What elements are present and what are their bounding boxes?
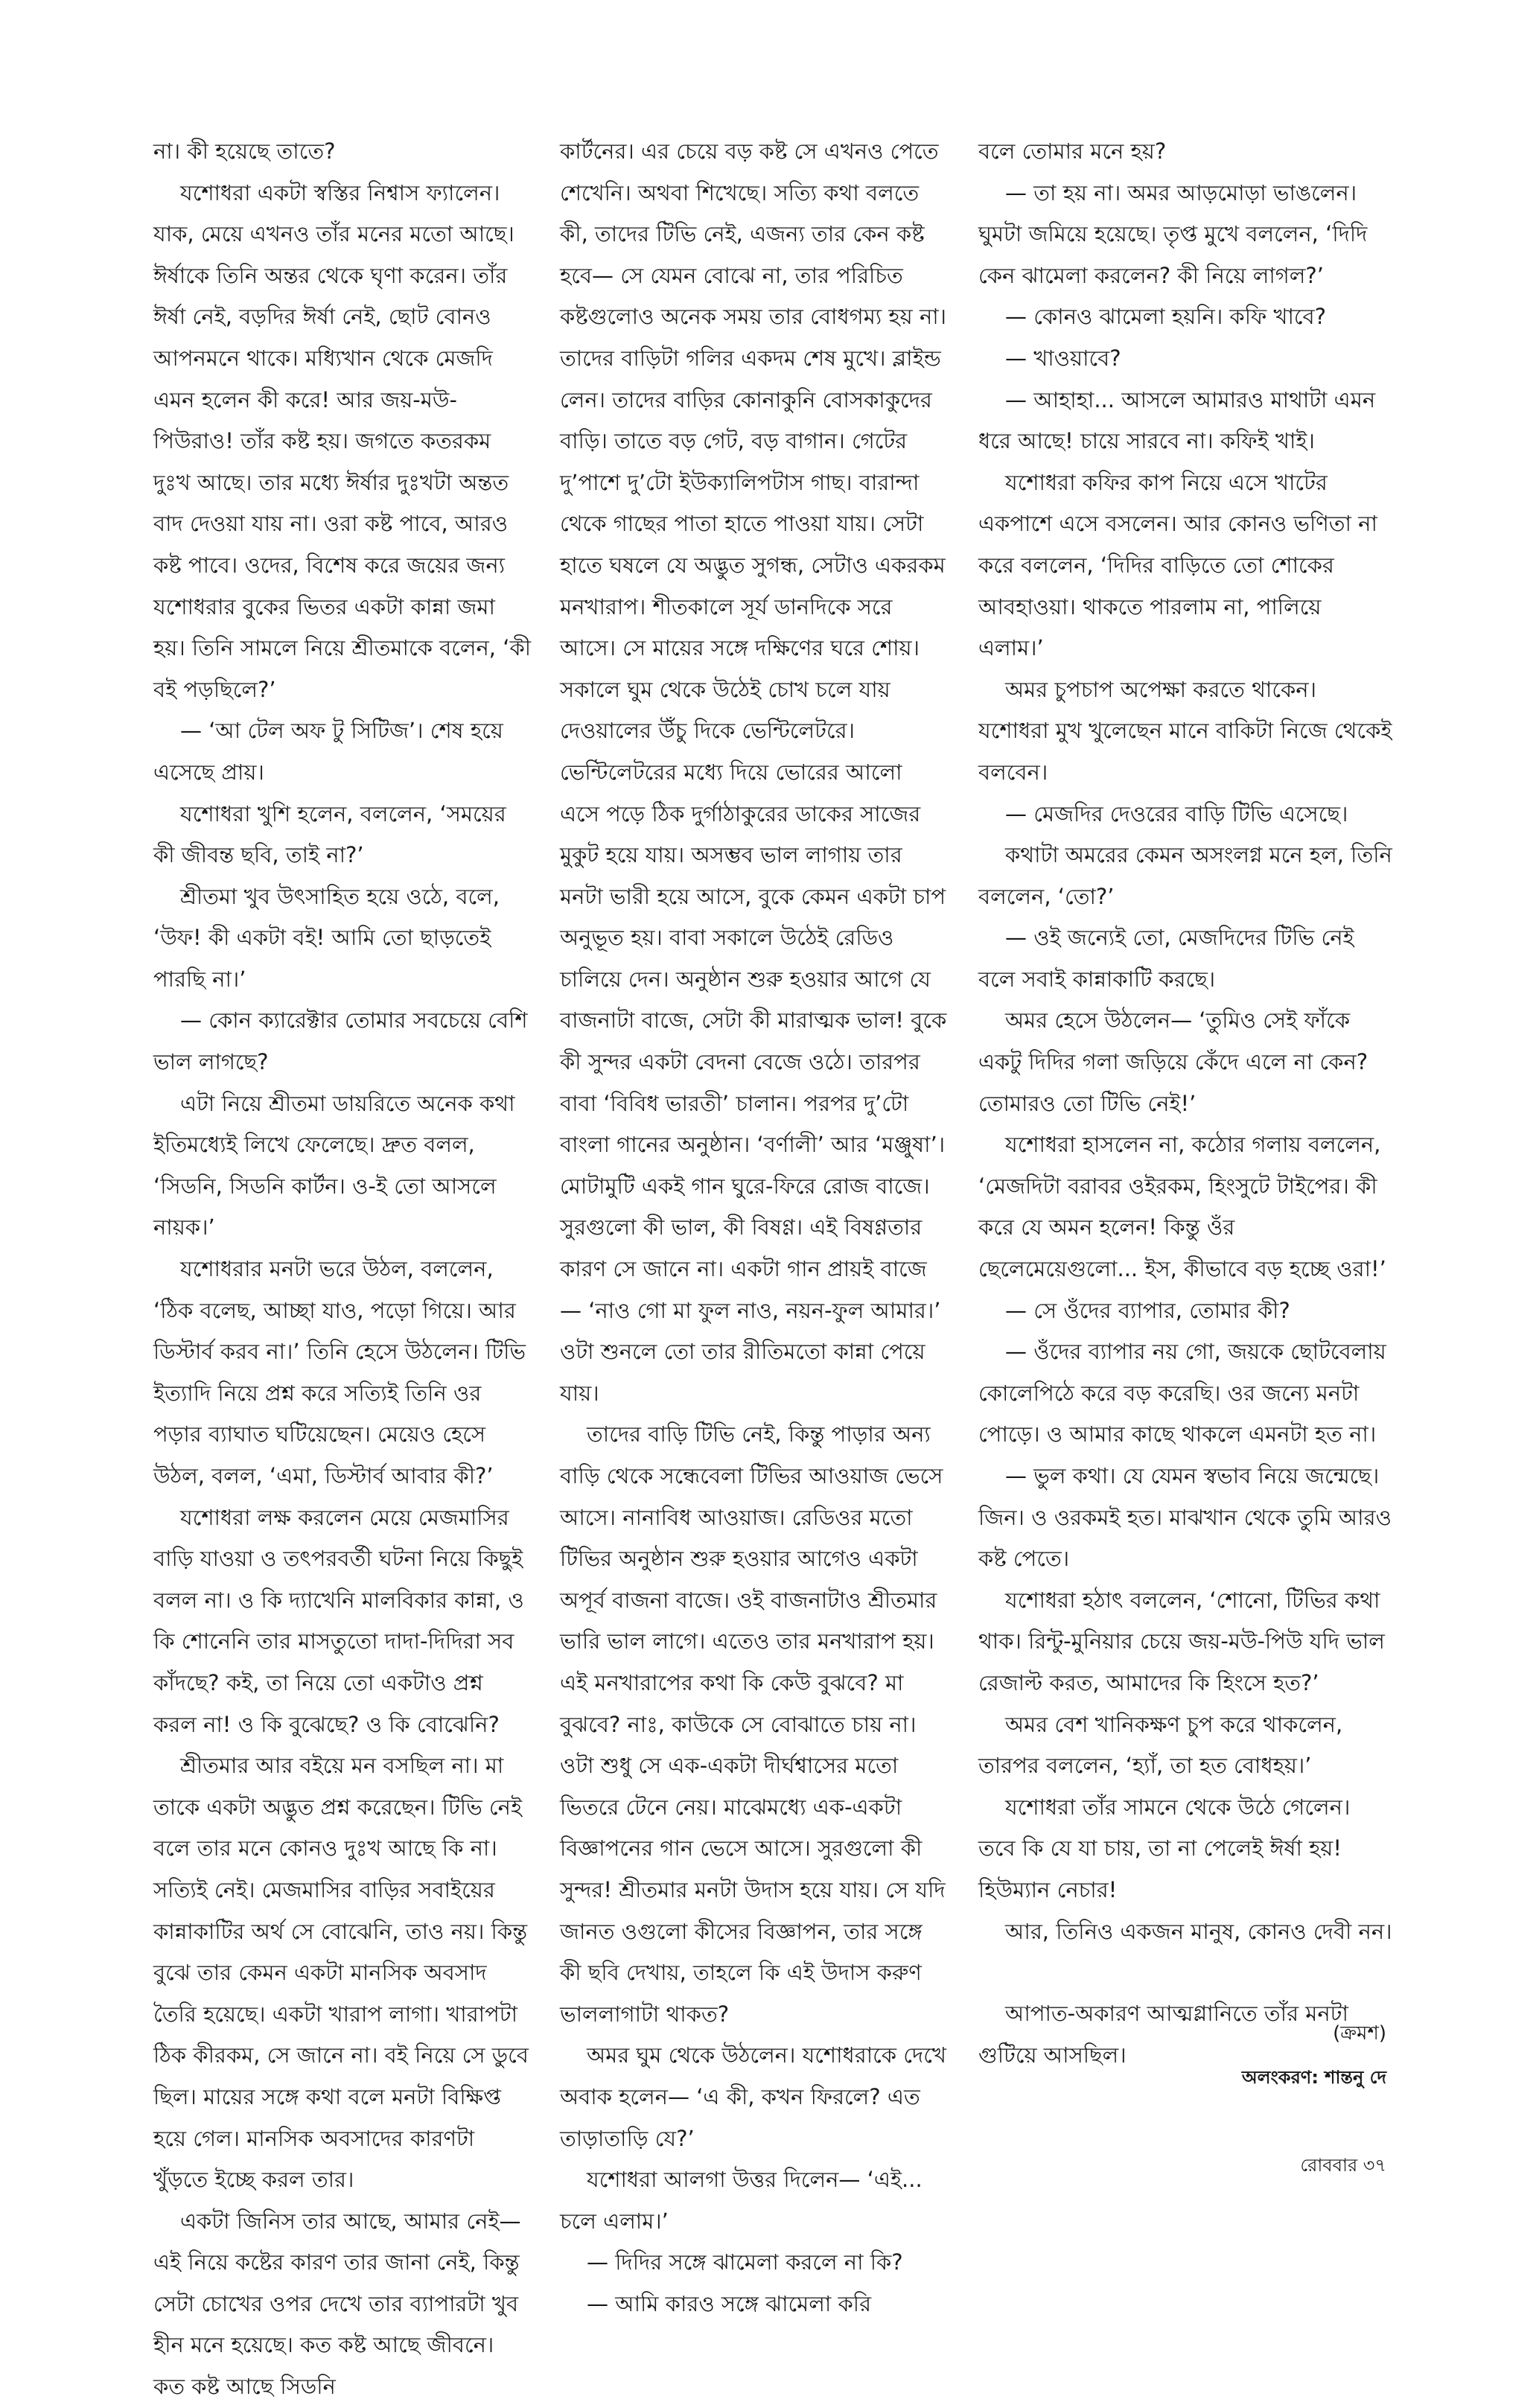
paragraph: — কোনও ঝামেলা হয়নি। কফি খাবে? <box>1005 304 1327 330</box>
paragraph: যশোধরা হাসলেন না, কঠোর গলায় বললেন, ‘মেজদিটা বরাবর ওইরকম, হিংসুটে টাইপের। কী করে যে অমন হলেন! কিন্তু ওঁর ছেলেমেয়েগুলো... ইস, কীভাবে বড় হচ্ছে ওরা!’ <box>978 1132 1386 1282</box>
paragraph: — মেজদির দেওরের বাড়ি টিভি এসেছে। <box>1005 800 1348 826</box>
text-column-3 <box>978 131 1392 2068</box>
paragraph: আর, তিনিও একজন মানুষ, কোনও দেবী নন। <box>1005 1918 1392 1944</box>
paragraph: যশোধরা খুশি হলেন, বললেন, ‘সময়ের কী জীবন্ত ছবি, তাই না?’ <box>153 800 506 868</box>
paragraph: — কোন ক্যারেক্টার তোমার সবচেয়ে বেশি ভাল লাগছে? <box>153 1007 528 1075</box>
paragraph: কথাটা অমরের কেমন অসংলগ্ন মনে হল, তিনি বললেন, ‘তো?’ <box>978 842 1392 909</box>
paragraph: যশোধরা কফির কাপ নিয়ে এসে খাটের একপাশে এসে বসলেন। আর কোনও ভণিতা না করে বললেন, ‘দিদির বাড়িতে তো শোকের আবহাওয়া। থাকতে পারলাম না, পালিয়ে এলাম।’ <box>978 469 1377 661</box>
paragraph: — দিদির সঙ্গে ঝামেলা করলে না কি? <box>587 2249 903 2275</box>
paragraph: যশোধরা আলগা উত্তর দিলেন— ‘এই... চলে এলাম।’ <box>560 2167 923 2234</box>
paragraph: শ্রীতমার আর বইয়ে মন বসছিল না। মা তাকে একটা অদ্ভুত প্রশ্ন করেছেন। টিভি নেই বলে তার মনে কোনও দুঃখ আছে কি না। সত্যিই নেই। মেজমাসির বাড়ির সবাইয়ের কান্নাকাটির অর্থ সে বোঝেনি, তাও নয়। কিন্তু বুঝে তার কেমন একটা মানসিক অবসাদ তৈরি হয়েছে। একটা খারাপ লাগা। খারাপটা ঠিক কীরকম, সে জানে না। বই নিয়ে সে ডুবে ছিল। মায়ের সঙ্গে কথা বলে মনটা বিক্ষিপ্ত হয়ে গেল। মানসিক অবসাদের কারণটা খুঁড়তে ইচ্ছে করল তার। <box>153 1753 529 2193</box>
paragraph: — তা হয় না। অমর আড়মোড়া ভাঙলেন। ঘুমটা জমিয়ে হয়েছে। তৃপ্ত মুখে বললেন, ‘দিদি কেন ঝামেলা করলেন? কী নিয়ে লাগল?’ <box>978 179 1368 288</box>
paragraph: অমর বেশ খানিকক্ষণ চুপ করে থাকলেন, তারপর বললেন, ‘হ্যাঁ, তা হত বোধহয়।’ <box>978 1711 1343 1779</box>
paragraph: — আহাহা... আসলে আমারও মাথাটা এমন ধরে আছে! চায়ে সারবে না। কফিই খাই। <box>978 386 1376 454</box>
paragraph: — ভুল কথা। যে যেমন স্বভাব নিয়ে জন্মেছে। জিন। ও ওরকমই হত। মাঝখান থেকে তুমি আরও কষ্ট পেতে। <box>978 1463 1392 1572</box>
paragraph: এটা নিয়ে শ্রীতমা ডায়রিতে অনেক কথা ইতিমধ্যেই লিখে ফেলেছে। দ্রুত বলল, ‘সিডনি, সিডনি কার্টন। ও-ই তো আসলে নায়ক।’ <box>153 1090 515 1240</box>
paragraph: যশোধরা হঠাৎ বললেন, ‘শোনো, টিভির কথা থাক। রিন্টু-মুনিয়ার চেয়ে জয়-মউ-পিউ যদি ভাল রেজাল্ট করত, আমাদের কি হিংসে হত?’ <box>978 1587 1385 1695</box>
paragraph: — খাওয়াবে? <box>1005 345 1121 371</box>
text-column-2 <box>560 131 947 2316</box>
paragraph: আপাত-অকারণ আত্মগ্লানিতে তাঁর মনটা গুটিয়ে আসছিল। <box>978 2001 1348 2068</box>
paragraph: যশোধরা তাঁর সামনে থেকে উঠে গেলেন। তবে কি যে যা চায়, তা না পেলেই ঈর্ষা হয়! হিউম্যান নেচার! <box>978 1794 1351 1902</box>
paragraph: যশোধরা একটা স্বস্তির নিশ্বাস ফ্যালেন। যাক, মেয়ে এখনও তাঁর মনের মতো আছে। ঈর্ষাকে তিনি অন্তর থেকে ঘৃণা করেন। তাঁর ঈর্ষা নেই, বড়দির ঈর্ষা নেই, ছোট বোনও আপনমনে থাকে। মধ্যিখান থেকে মেজদি এমন হলেন কী করে! আর জয়-মউ-পিউরাও! তাঁর কষ্ট হয়। জগতে কতরকম দুঃখ আছে। তার মধ্যে ঈর্ষার দুঃখটা অন্তত বাদ দেওয়া যায় না। ওরা কষ্ট পাবে, আরও কষ্ট পাবে। ওদের, বিশেষ করে জয়ের জন্য যশোধরার বুকের ভিতর একটা কান্না জমা হয়। তিনি সামলে নিয়ে শ্রীতমাকে বলেন, ‘কী বই পড়ছিলে?’ <box>153 179 532 702</box>
paragraph: অমর হেসে উঠলেন— ‘তুমিও সেই ফাঁকে একটু দিদির গলা জড়িয়ে কেঁদে এলে না কেন? তোমারও তো টিভি নেই!’ <box>978 1007 1368 1116</box>
paragraph: বলে তোমার মনে হয়? <box>978 138 1167 164</box>
paragraph: তাদের বাড়ি টিভি নেই, কিন্তু পাড়ার অন্য বাড়ি থেকে সন্ধেবেলা টিভির আওয়াজ ভেসে আসে। নানাবিধ আওয়াজ। রেডিওর মতো টিভির অনুষ্ঠান শুরু হওয়ার আগেও একটা অপূর্ব বাজনা বাজে। ওই বাজনাটাও শ্রীতমার ভারি ভাল লাগে। এতেও তার মনখারাপ হয়। এই মনখারাপের কথা কি কেউ বুঝবে? মা বুঝবে? নাঃ, কাউকে সে বোঝাতে চায় না। ওটা শুধু সে এক-একটা দীর্ঘশ্বাসের মতো ভিতরে টেনে নেয়। মাঝেমধ্যে এক-একটা বিজ্ঞাপনের গান ভেসে আসে। সুরগুলো কী সুন্দর! শ্রীতমার মনটা উদাস হয়ে যায়। সে যদি জানত ওগুলো কীসের বিজ্ঞাপন, তার সঙ্গে কী ছবি দেখায়, তাহলে কি এই উদাস করুণ ভাললাগাটা থাকত? <box>560 1421 946 2027</box>
paragraph: কার্টনের। এর চেয়ে বড় কষ্ট সে এখনও পেতে শেখেনি। অথবা শিখেছে। সত্যি কথা বলতে কী, তাদের টিভি নেই, এজন্য তার কেন কষ্ট হবে— সে যেমন বোঝে না, তার পরিচিত কষ্টগুলোও অনেক সময় তার বোধগম্য হয় না। তাদের বাড়িটা গলির একদম শেষ মুখে। ব্লাইন্ড লেন। তাদের বাড়ির কোনাকুনি বোসকাকুদের বাড়ি। তাতে বড় গেট, বড় বাগান। গেটের দু’পাশে দু’টো ইউক্যালিপটাস গাছ। বারান্দা থেকে গাছের পাতা হাতে পাওয়া যায়। সেটা হাতে ঘষলে যে অদ্ভুত সুগন্ধ, সেটাও একরকম মনখারাপ। শীতকালে সূর্য ডানদিকে সরে আসে। সে মায়ের সঙ্গে দক্ষিণের ঘরে শোয়। সকালে ঘুম থেকে উঠেই চোখ চলে যায় দেওয়ালের উঁচু দিকে ভেন্টিলেটরে। ভেন্টিলেটরের মধ্যে দিয়ে ভোরের আলো এসে পড়ে ঠিক দুর্গাঠাকুরের ডাকের সাজের মুকুট হয়ে যায়। অসম্ভব ভাল লাগায় তার মনটা ভারী হয়ে আসে, বুকে কেমন একটা চাপ অনুভূত হয়। বাবা সকালে উঠেই রেডিও চালিয়ে দেন। অনুষ্ঠান শুরু হওয়ার আগে যে বাজনাটা বাজে, সেটা কী মারাত্মক ভাল! বুকে কী সুন্দর একটা বেদনা বেজে ওঠে। তারপর বাবা ‘বিবিধ ভারতী’ চালান। পরপর দু’টো বাংলা গানের অনুষ্ঠান। ‘বর্ণালী’ আর ‘মঞ্জুষা’। মোটামুটি একই গান ঘুরে-ফিরে রোজ বাজে। সুরগুলো কী ভাল, কী বিষণ্ণ। এই বিষণ্ণতার কারণ সে জানে না। একটা গান প্রায়ই বাজে— ‘নাও গো মা ফুল নাও, নয়ন-ফুল আমার।’ ওটা শুনলে তো তার রীতিমতো কান্না পেয়ে যায়। <box>560 138 947 1406</box>
paragraph: — ওই জন্যেই তো, মেজদিদের টিভি নেই বলে সবাই কান্নাকাটি করছে। <box>978 925 1354 992</box>
paragraph: — ‘আ টেল অফ টু সিটিজ’। শেষ হয়ে এসেছে প্রায়। <box>153 718 503 785</box>
paragraph: অমর ঘুম থেকে উঠলেন। যশোধরাকে দেখে অবাক হলেন— ‘এ কী, কখন ফিরলে? এত তাড়াতাড়ি যে?’ <box>560 2042 946 2151</box>
paragraph: — আমি কারও সঙ্গে ঝামেলা করি <box>587 2290 872 2316</box>
paragraph: একটা জিনিস তার আছে, আমার নেই— এই নিয়ে কষ্টের কারণ তার জানা নেই, কিন্তু সেটা চোখের ওপর দেখে তার ব্যাপারটা খুব হীন মনে হয়েছে। কত কষ্ট আছে জীবনে। কত কষ্ট আছে সিডনি <box>153 2208 521 2400</box>
paragraph: যশোধরা লক্ষ করলেন মেয়ে মেজমাসির বাড়ি যাওয়া ও তৎপরবর্তী ঘটনা নিয়ে কিছুই বলল না। ও কি দ্যাখেনি মালবিকার কান্না, ও কি শোনেনি তার মাসতুতো দাদা-দিদিরা সব কাঁদছে? কই, তা নিয়ে তো একটাও প্রশ্ন করল না! ও কি বুঝেছে? ও কি বোঝেনি? <box>153 1504 524 1737</box>
page-folio: রোববার ৩৭ <box>1300 2155 1386 2176</box>
paragraph: না। কী হয়েছে তাতে? <box>153 138 336 164</box>
paragraph: — ওঁদের ব্যাপার নয় গো, জয়কে ছোটবেলায় কোলেপিঠে করে বড় করেছি। ওর জন্যে মনটা পোড়ে। ও আমার কাছে থাকলে এমনটা হত না। <box>978 1339 1386 1447</box>
illustration-credit: অলংকরণ: শান্তনু দে <box>1241 2067 1386 2088</box>
text-column-1 <box>153 131 532 2400</box>
paragraph: অমর চুপচাপ অপেক্ষা করতে থাকেন। যশোধরা মুখ খুলেছেন মানে বাকিটা নিজে থেকেই বলবেন। <box>978 676 1392 785</box>
paragraph: যশোধরার মনটা ভরে উঠল, বললেন, ‘ঠিক বলেছ, আচ্ছা যাও, পড়ো গিয়ে। আর ডিস্টার্ব করব না।’ তিনি হেসে উঠলেন। টিভি ইত্যাদি নিয়ে প্রশ্ন করে সত্যিই তিনি ওর পড়ার ব্যাঘাত ঘটিয়েছেন। মেয়েও হেসে উঠল, বলল, ‘এমা, ডিস্টার্ব আবার কী?’ <box>153 1256 526 1488</box>
paragraph: শ্রীতমা খুব উৎসাহিত হয়ে ওঠে, বলে, ‘উফ! কী একটা বই! আমি তো ছাড়তেই পারছি না।’ <box>153 883 500 992</box>
to-be-continued-note: (ক্রমশ) <box>1333 2022 1386 2045</box>
paragraph: — সে ওঁদের ব্যাপার, তোমার কী? <box>1005 1297 1290 1323</box>
